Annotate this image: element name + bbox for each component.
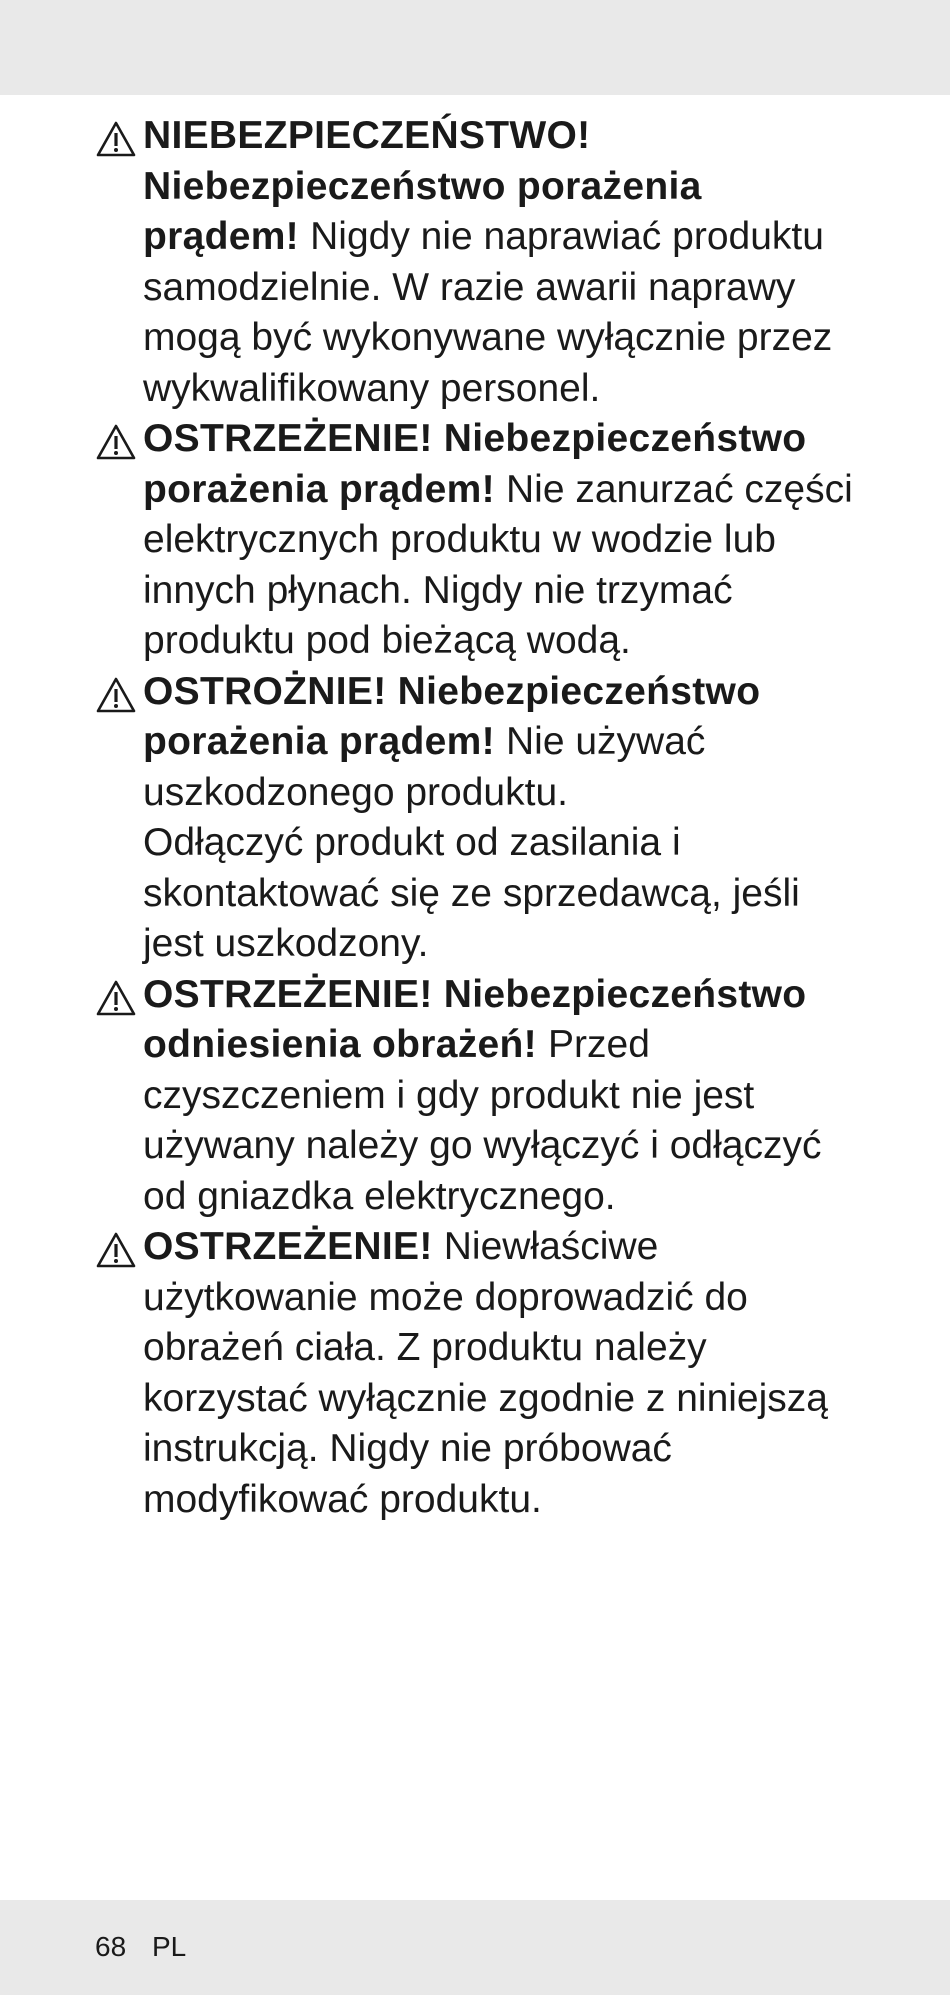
warning-triangle-icon (95, 120, 137, 158)
warning-text: Niewłaściwe użytkowanie może doprowadzić do obrażeń ciała. Z produktu należy korzystać wyłącznie zgodnie z niniejszą instrukcją. Nigdy nie próbować modyfikować produktu. (143, 1225, 828, 1521)
warning-lead: OSTROŻNIE! Niebezpieczeństwo porażenia prądem! (143, 669, 761, 763)
warning-text-secondary: Odłączyć produkt od zasilania i skontaktować się ze sprzedawcą, jeśli jest uszkodzony. (143, 821, 800, 965)
page-footer (95, 1930, 204, 1964)
warning-lead: OSTRZEŻENIE! (143, 1225, 444, 1268)
warning-danger-electric-shock (95, 111, 865, 414)
warning-text: Nie zanurzać części elektrycznych produktu w wodzie lub innych płynach. Nigdy nie trzymać produktu pod bieżącą wodą. (143, 467, 853, 662)
language-code: PL (151, 1931, 187, 1962)
warning-triangle-icon (95, 979, 137, 1017)
warning-electric-shock-water (95, 414, 865, 667)
warning-triangle-icon (95, 1231, 137, 1269)
warning-lead: OSTRZEŻENIE! Niebezpieczeństwo odniesienia obrażeń! (143, 972, 807, 1066)
warning-lead: OSTRZEŻENIE! Niebezpieczeństwo porażenia prądem! (143, 417, 807, 511)
safety-warnings (95, 111, 865, 1525)
warning-text: Nie używać uszkodzonego produktu. (143, 720, 706, 814)
warning-lead-secondary: Niebezpieczeństwo porażenia prądem! (143, 164, 702, 258)
warning-triangle-icon (95, 676, 137, 714)
warning-lead: NIEBEZPIECZEŃSTWO! (143, 114, 591, 157)
warning-injury-cleaning (95, 970, 865, 1223)
warning-caution-damaged-product (95, 667, 865, 970)
warning-improper-use (95, 1222, 865, 1525)
top-band (0, 0, 950, 95)
page-number: 68 (95, 1931, 127, 1962)
warning-text: Nigdy nie naprawiać produktu samodzielnie. W razie awarii naprawy mogą być wykonywane wyłącznie przez wykwalifikowany personel. (143, 215, 833, 410)
warning-text: Przed czyszczeniem i gdy produkt nie jest używany należy go wyłączyć i odłączyć od gniazdka elektrycznego. (143, 1023, 822, 1218)
warning-triangle-icon (95, 423, 137, 461)
